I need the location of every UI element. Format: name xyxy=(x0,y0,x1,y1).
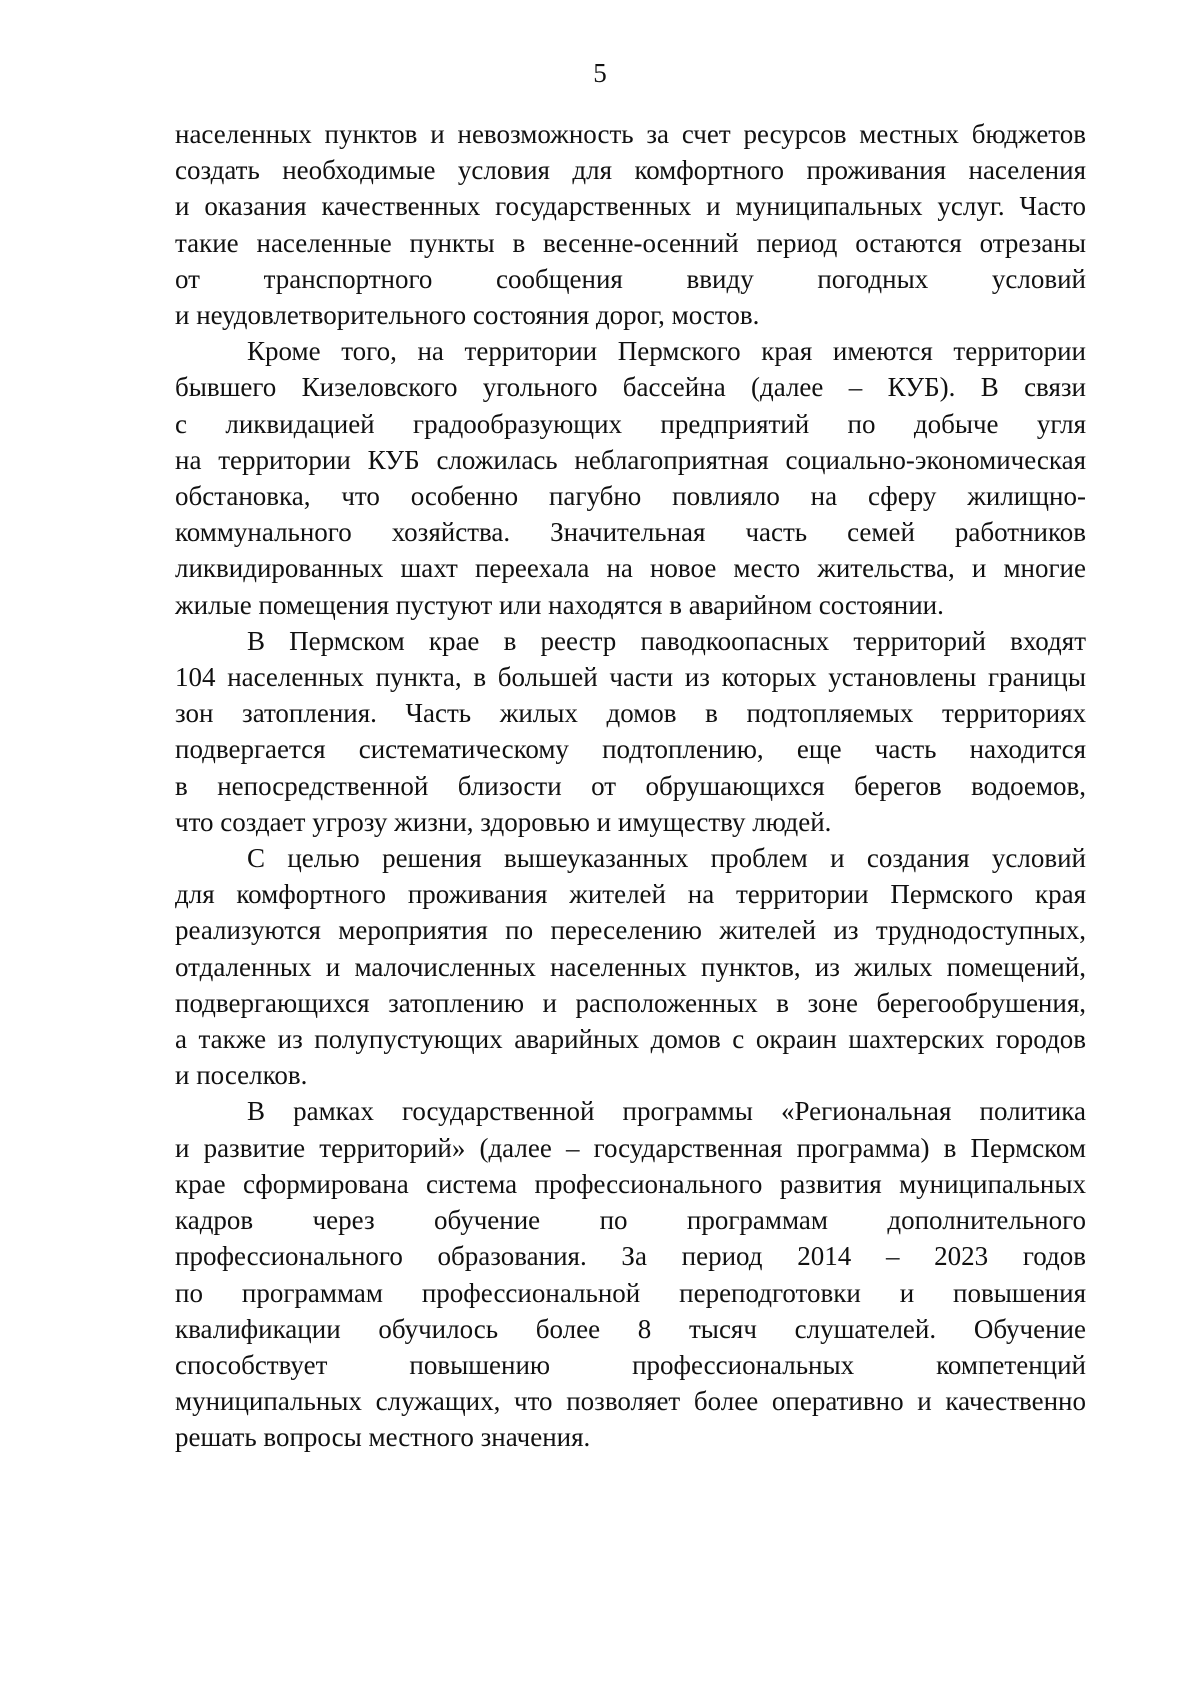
paragraph-line: и оказания качественных государственных и муниципальных услуг. Часто xyxy=(175,191,1086,222)
paragraph-line: жилые помещения пустуют или находятся в аварийном состоянии. xyxy=(175,589,944,620)
paragraph-line: подвергается систематическому подтоплению, еще часть находится xyxy=(175,734,1086,765)
paragraph-line: коммунального хозяйства. Значительная часть семей работников xyxy=(175,517,1086,548)
paragraph-line: обстановка, что особенно пагубно повлияло на сферу жилищно- xyxy=(175,481,1086,512)
paragraph-line: а также из полупустующих аварийных домов с окраин шахтерских городов xyxy=(175,1024,1086,1055)
paragraph-line: 104 населенных пункта, в большей части из которых установлены границы xyxy=(175,662,1086,693)
paragraph-line: в непосредственной близости от обрушающихся берегов водоемов, xyxy=(175,770,1086,801)
paragraph-line: профессионального образования. За период 2014 – 2023 годов xyxy=(175,1241,1086,1272)
paragraph-line: В рамках государственной программы «Региональная политика xyxy=(247,1096,1086,1127)
paragraph-1 xyxy=(175,116,1086,333)
paragraph-line: квалификации обучилось более 8 тысяч слушателей. Обучение xyxy=(175,1313,1086,1344)
paragraph-line: такие населенные пункты в весенне-осенний период остаются отрезаны xyxy=(175,227,1086,258)
paragraph-3 xyxy=(175,623,1086,840)
paragraph-2 xyxy=(175,333,1086,623)
paragraph-line: что создает угрозу жизни, здоровью и имуществу людей. xyxy=(175,806,832,837)
paragraph-line: Кроме того, на территории Пермского края имеются территории xyxy=(247,336,1086,367)
paragraph-line: решать вопросы местного значения. xyxy=(175,1422,591,1453)
page-number: 5 xyxy=(593,58,607,88)
paragraph-line: и поселков. xyxy=(175,1060,308,1091)
paragraph-line: бывшего Кизеловского угольного бассейна (далее – КУБ). В связи xyxy=(175,372,1086,403)
paragraph-line: по программам профессиональной переподготовки и повышения xyxy=(175,1277,1086,1308)
paragraph-line: зон затопления. Часть жилых домов в подтопляемых территориях xyxy=(175,698,1086,729)
paragraph-line: и неудовлетворительного состояния дорог, мостов. xyxy=(175,300,760,331)
paragraph-line: для комфортного проживания жителей на территории Пермского края xyxy=(175,879,1086,910)
paragraph-line: реализуются мероприятия по переселению жителей из труднодоступных, xyxy=(175,915,1086,946)
paragraph-5 xyxy=(175,1093,1086,1455)
paragraph-line: отдаленных и малочисленных населенных пунктов, из жилых помещений, xyxy=(175,951,1086,982)
paragraph-line: ликвидированных шахт переехала на новое место жительства, и многие xyxy=(175,553,1086,584)
paragraph-line: В Пермском крае в реестр паводкоопасных территорий входят xyxy=(247,625,1086,656)
paragraph-line: населенных пунктов и невозможность за счет ресурсов местных бюджетов xyxy=(175,119,1086,149)
paragraph-line: создать необходимые условия для комфортного проживания населения xyxy=(175,155,1086,186)
paragraph-line: подвергающихся затоплению и расположенных в зоне берегообрушения, xyxy=(175,987,1086,1018)
paragraph-4 xyxy=(175,840,1086,1093)
paragraph-line: С целью решения вышеуказанных проблем и создания условий xyxy=(247,843,1086,874)
document-body xyxy=(175,116,1086,1456)
paragraph-line: и развитие территорий» (далее – государственная программа) в Пермском xyxy=(175,1132,1086,1163)
paragraph-line: крае сформирована система профессионального развития муниципальных xyxy=(175,1168,1086,1199)
paragraph-line: на территории КУБ сложилась неблагоприятная социально-экономическая xyxy=(175,444,1086,475)
paragraph-line: муниципальных служащих, что позволяет более оперативно и качественно xyxy=(175,1386,1086,1417)
paragraph-line: способствует повышению профессиональных компетенций xyxy=(175,1349,1086,1380)
paragraph-line: от транспортного сообщения ввиду погодных условий xyxy=(175,263,1086,294)
paragraph-line: с ликвидацией градообразующих предприятий по добыче угля xyxy=(175,408,1086,439)
paragraph-line: кадров через обучение по программам дополнительного xyxy=(175,1205,1086,1236)
